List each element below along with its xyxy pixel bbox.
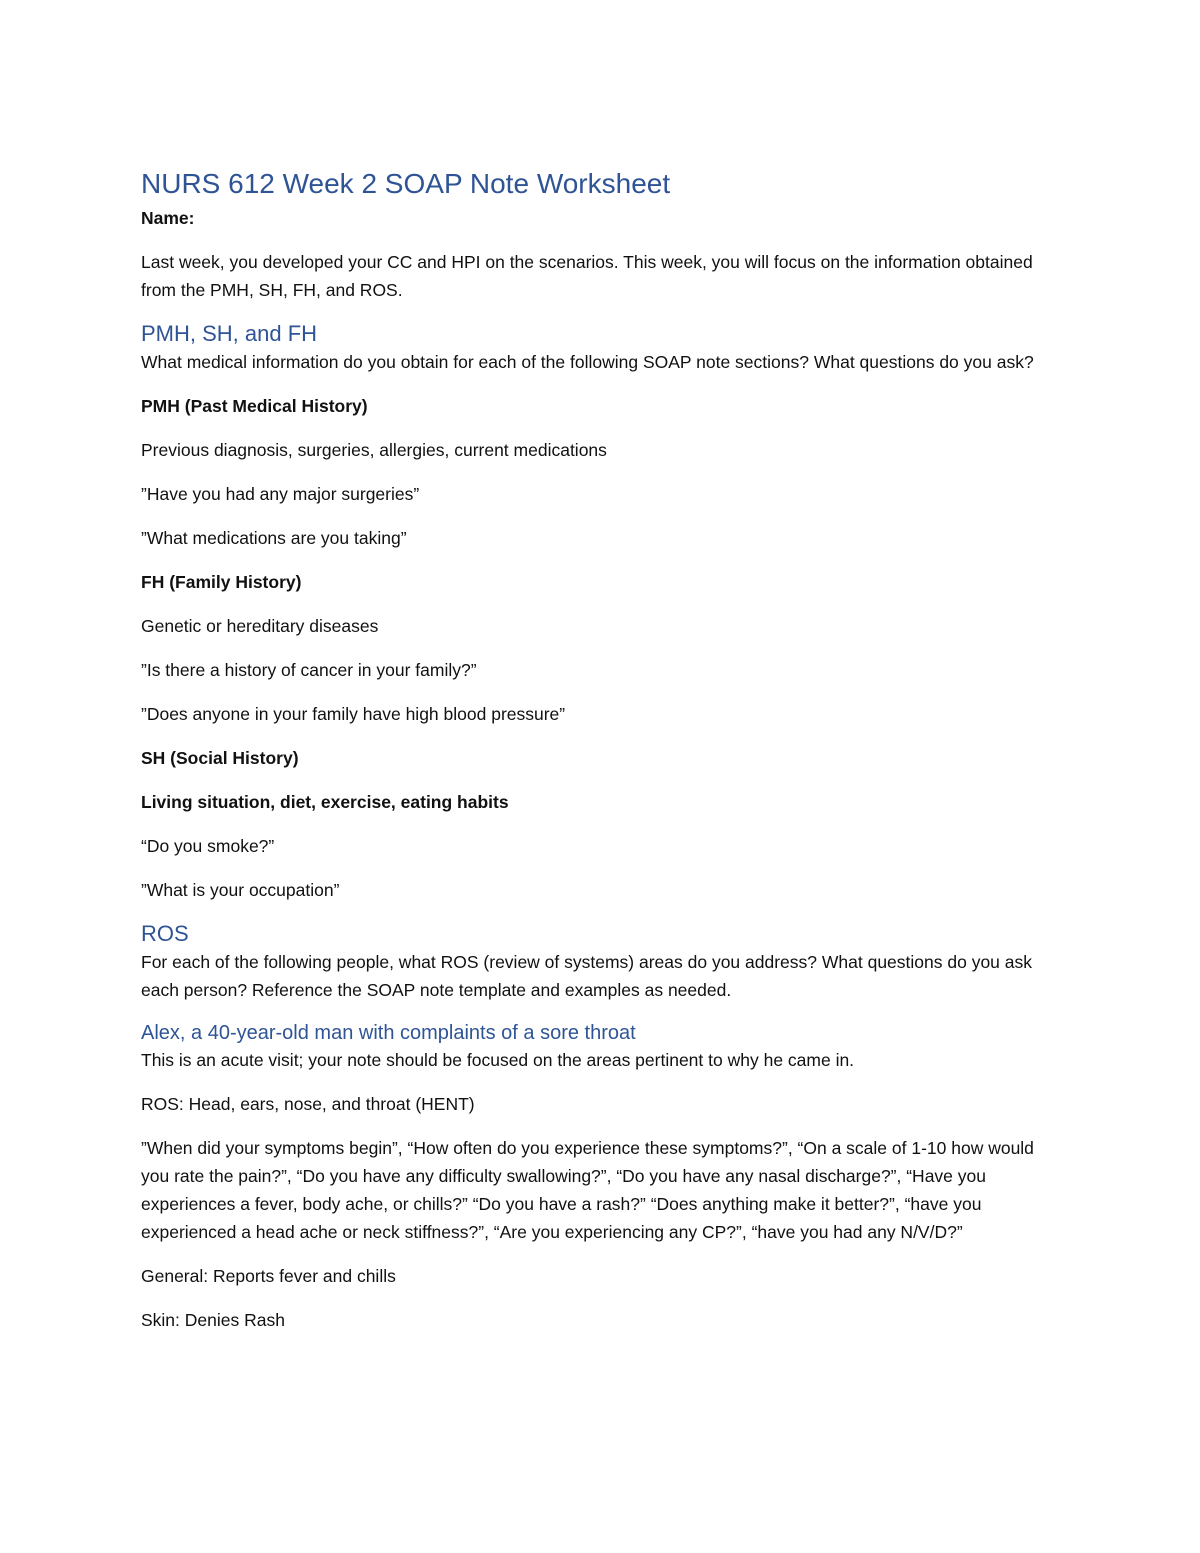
section-prompt-history: What medical information do you obtain for each of the following SOAP note sections? What questions do you ask? bbox=[141, 352, 1034, 372]
sh-heading: SH (Social History) bbox=[141, 748, 299, 768]
fh-item: ”Is there a history of cancer in your family?” bbox=[141, 660, 477, 680]
pmh-item: ”Have you had any major surgeries” bbox=[141, 484, 420, 504]
ros-skin: Skin: Denies Rash bbox=[141, 1310, 285, 1330]
name-label: Name: bbox=[141, 208, 195, 228]
pmh-item: ”What medications are you taking” bbox=[141, 528, 407, 548]
ros-general: General: Reports fever and chills bbox=[141, 1266, 396, 1286]
pmh-heading: PMH (Past Medical History) bbox=[141, 396, 368, 416]
document-title: NURS 612 Week 2 SOAP Note Worksheet bbox=[141, 168, 671, 199]
section-heading-pmh-sh-fh: PMH, SH, and FH bbox=[141, 321, 318, 346]
sh-item: ”What is your occupation” bbox=[141, 880, 340, 900]
section-prompt-ros: For each of the following people, what ROS (review of systems) areas do you address? What questions do you ask each person? Reference the SOAP note template and examples as needed. bbox=[141, 952, 1033, 1000]
ros-line: ROS: Head, ears, nose, and throat (HENT) bbox=[141, 1094, 475, 1114]
fh-item: Genetic or hereditary diseases bbox=[141, 616, 379, 636]
pmh-item: Previous diagnosis, surgeries, allergies, current medications bbox=[141, 440, 607, 460]
sh-item: “Do you smoke?” bbox=[141, 836, 275, 856]
ros-questions: ”When did your symptoms begin”, “How often do you experience these symptoms?”, “On a scale of 1-10 how would you rate the pain?”, “Do you have any difficulty swallowing?”, “Do you have any nasal discharge?”, “Have you experiences a fever, body ache, or chills?” “Do you have a rash?” “Does anything make it better?”, “have you experienced a head ache or neck stiffness?”, “Are you experiencing any CP?”, “have you had any N/V/D?” bbox=[141, 1138, 1034, 1242]
intro-paragraph: Last week, you developed your CC and HPI on the scenarios. This week, you will focus on the information obtained from the PMH, SH, FH, and ROS. bbox=[141, 252, 1033, 300]
document-page bbox=[141, 166, 1061, 1334]
fh-heading: FH (Family History) bbox=[141, 572, 302, 592]
fh-item: ”Does anyone in your family have high blood pressure” bbox=[141, 704, 566, 724]
case-description: This is an acute visit; your note should be focused on the areas pertinent to why he came in. bbox=[141, 1050, 855, 1070]
section-heading-ros: ROS bbox=[141, 921, 189, 946]
case-heading: Alex, a 40-year-old man with complaints of a sore throat bbox=[141, 1022, 636, 1044]
sh-subheading: Living situation, diet, exercise, eating habits bbox=[141, 792, 509, 812]
